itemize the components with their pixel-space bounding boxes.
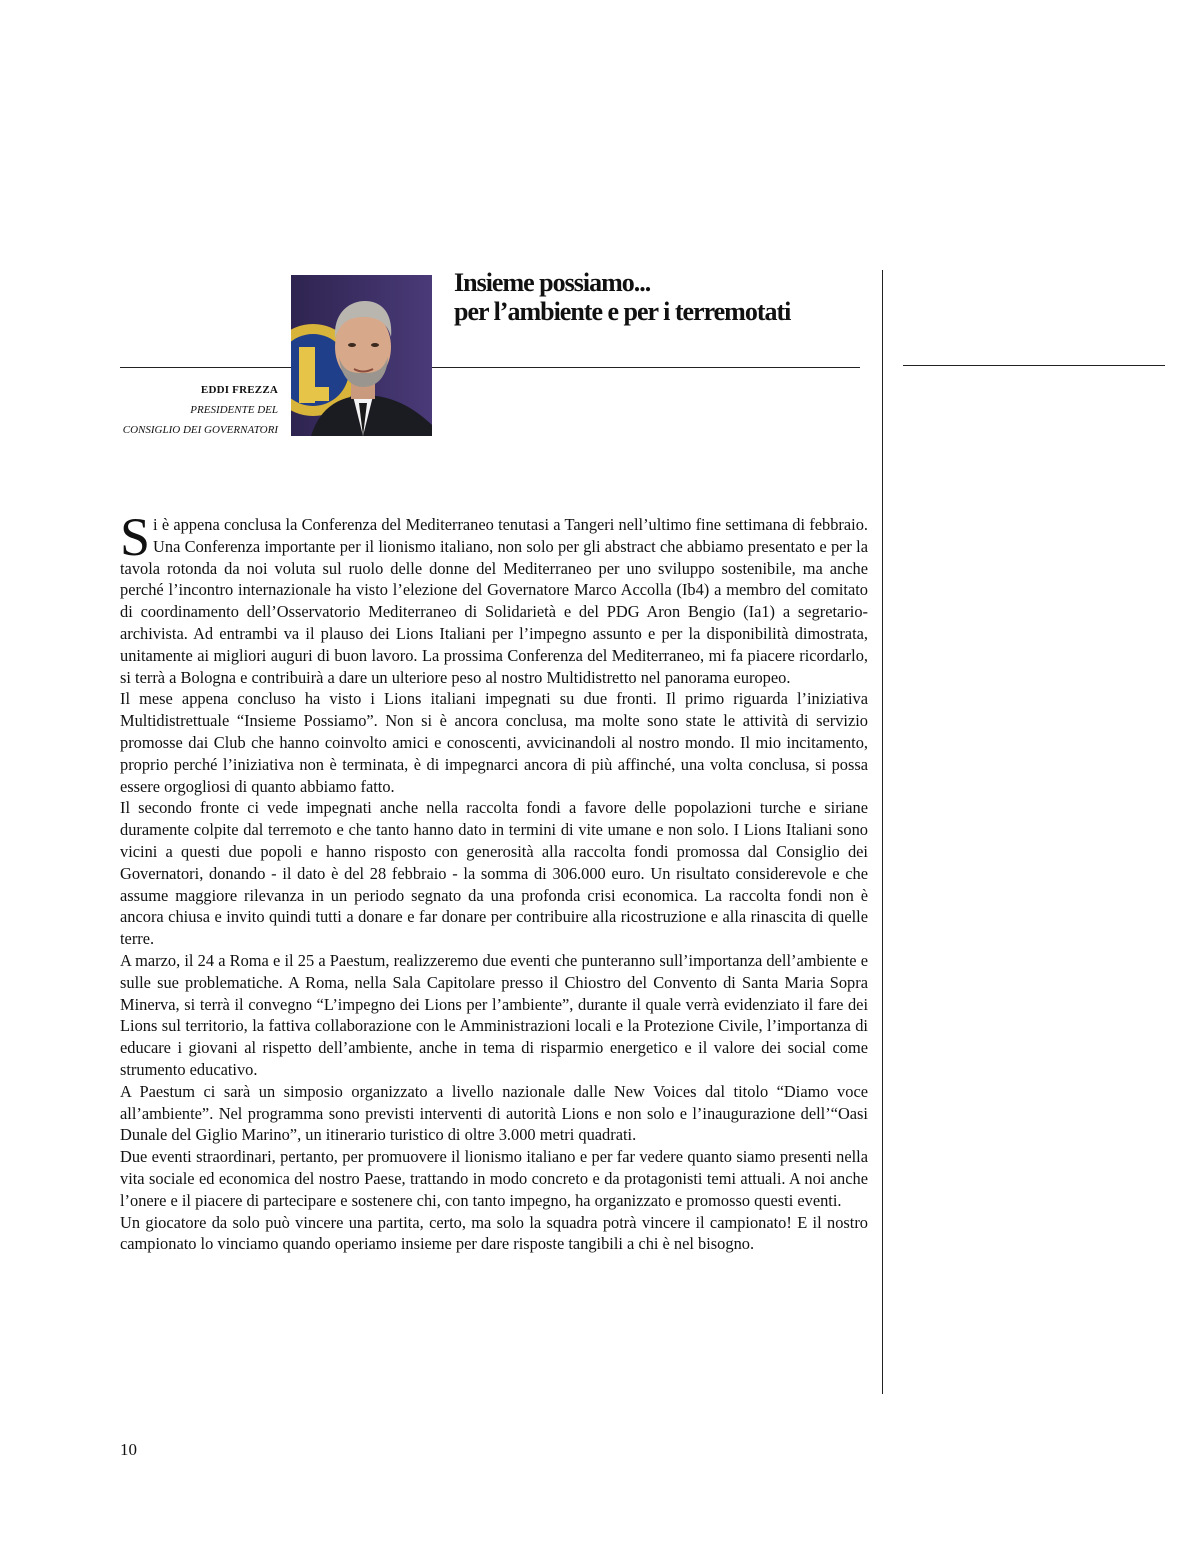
- article-paragraph: A marzo, il 24 a Roma e il 25 a Paestum, realizzeremo due eventi che punteranno sull’importanza dell’ambiente e sulle sue problematiche. A Roma, nella Sala Capitolare presso il Chiostro del Convento di Santa Maria Sopra Minerva, si terrà il convegno “L’impegno dei Lions per l’ambiente”, durante il quale verrà evidenziato il fare dei Lions sul territorio, la fattiva collaborazione con le Amministrazioni locali e la Protezione Civile, l’importanza di educare i giovani al rispetto dell’ambiente, anche in tema di risparmio energetico e il valore dei social come strumento educativo.: [120, 950, 868, 1079]
- article-title-line-1: Insieme possiamo...: [454, 268, 651, 297]
- article-paragraph: A Paestum ci sarà un simposio organizzato a livello nazionale dalle New Voices dal titolo “Diamo voce all’ambiente”. Nel programma sono previsti interventi di autorità Lions e non solo e l’inaugurazione dell’“Oasi Dunale del Giglio Marino”, un itinerario turistico di oltre 3.000 metri quadrati.: [120, 1081, 868, 1145]
- author-photo: [291, 275, 432, 436]
- paragraph-text: i è appena conclusa la Conferenza del Mediterraneo tenutasi a Tangeri nell’ultimo fine settimana di febbraio. Una Conferenza importante per il lionismo italiano, non solo per gli abstract che abbiamo presentato e per la tavola rotonda da noi voluta sul ruolo delle donne del Mediterraneo per uno sviluppo sostenibile, ma anche perché l’incontro internazionale ha visto l’elezione del Governatore Marco Accolla (Ib4) a membro del comitato di coordinamento dell’Osservatorio Mediterraneo di Solidarietà e del PDG Aron Bengio (Ia1) a segretario-archivista. Ad entrambi va il plauso dei Lions Italiani per l’impegno assunto e per la disponibilità dimostrata, unitamente ai migliori auguri di buon lavoro. La prossima Conferenza del Mediterraneo, mi fa piacere ricordarlo, si terrà a Bologna e contribuirà a dare un ulteriore peso al nostro Multidistretto nel panorama europeo.: [120, 515, 868, 687]
- article-paragraph: Un giocatore da solo può vincere una partita, certo, ma solo la squadra potrà vincere il campionato! E il nostro campionato lo vinciamo quando operiamo insieme per dare risposte tangibili a chi è nel bisogno.: [120, 1212, 868, 1254]
- header-rule: [120, 367, 860, 368]
- page-number: 10: [120, 1440, 137, 1459]
- drop-cap: S: [120, 507, 151, 567]
- author-byline: [110, 380, 278, 440]
- article-title-line-2: per l’ambiente e per i terremotati: [454, 297, 791, 326]
- article-title: [454, 268, 874, 326]
- article-paragraph: Il mese appena concluso ha visto i Lions italiani impegnati su due fronti. Il primo riguarda l’iniziativa Multidistrettuale “Insieme Possiamo”. Non si è ancora conclusa, ma molte sono state le attività di servizio promosse dai Club che hanno coinvolto amici e conoscenti, avvicinandoli al nostro mondo. Il mio incitamento, proprio perché l’iniziativa non è terminata, è di impegnarci ancora di più affinché, una volta conclusa, si possa essere orgogliosi di quanto abbiamo fatto.: [120, 689, 868, 796]
- article-paragraph: Il secondo fronte ci vede impegnati anche nella raccolta fondi a favore delle popolazioni turche e siriane duramente colpite dal terremoto e che tanto hanno dato in termini di vite umane e non solo. I Lions Italiani sono vicini a questi due popoli e hanno risposto con generosità alla raccolta fondi promossa dal Consiglio dei Governatori, donando - il dato è del 28 febbraio - la somma di 306.000 euro. Un risultato considerevole e che assume maggiore rilevanza in un periodo segnato da una profonda crisi economica. La raccolta fondi non è ancora chiusa e invito quindi tutti a donare e far donare per contribuire alla ricostruzione e alla rinascita di quelle terre.: [120, 798, 868, 949]
- author-name: EDDI FREZZA: [200, 384, 278, 396]
- article-body: [120, 507, 868, 1255]
- article-paragraph: Due eventi straordinari, pertanto, per promuovere il lionismo italiano e per far vedere quanto siamo presenti nella vita sociale ed economica del nostro Paese, trattando in modo concreto e da protagonisti temi attuali. A noi anche l’onere e il piacere di partecipare e sostenere chi, con tanto impegno, ha organizzato e promosso questi eventi.: [120, 1147, 868, 1210]
- column-divider: [882, 270, 883, 1394]
- author-role-line-1: PRESIDENTE DEL: [190, 404, 278, 416]
- side-column-rule: [903, 365, 1165, 366]
- author-role-line-2: CONSIGLIO DEI GOVERNATORI: [122, 424, 278, 436]
- article-paragraph: [120, 507, 868, 688]
